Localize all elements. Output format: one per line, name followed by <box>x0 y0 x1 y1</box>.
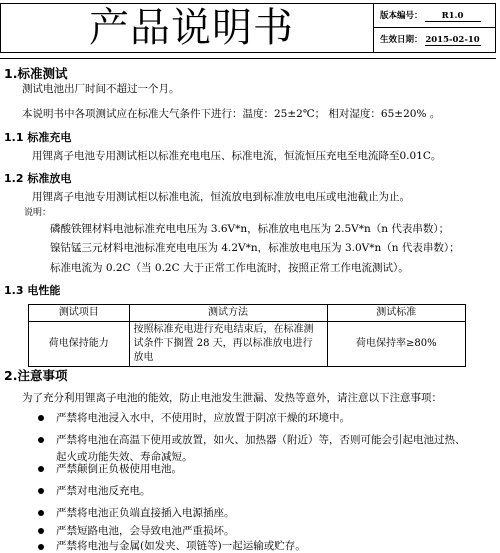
table-cell-item: 荷电保持能力 <box>29 322 130 367</box>
section1-line1: 测试电池出厂时间不超过一个月。 <box>22 83 180 95</box>
version-value: R1.0 <box>425 11 481 22</box>
list-item: 严禁对电池反充电。 <box>56 485 151 497</box>
section1-line2: 本说明书中各项测试应在标准大气条件下进行：温度：25±2℃； 相对湿度：65±20% 。 <box>22 108 441 120</box>
note-line1: 磷酸铁锂材料电池标准充电电压为 3.6V*n，标准放电电压为 2.5V*n（n 代表串数）； <box>50 223 450 235</box>
table-header-row <box>29 305 466 322</box>
version-label: 版本编号： <box>380 11 423 21</box>
list-item: 严禁短路电池，会导致电池严重损坏。 <box>56 525 235 537</box>
document-meta <box>373 4 496 52</box>
bullet-icon <box>38 415 44 421</box>
section1-1-body: 用锂离子电池专用测试柜以标准充电电压、标准电流，恒流恒压充电至电流降至0.01C。 <box>32 150 442 162</box>
section1-2-heading: 1.2 标准放电 <box>4 172 72 185</box>
table-header-cell: 测试项目 <box>29 305 130 322</box>
note-line3: 标准电流为 0.2C（当 0.2C 大于正常工作电流时，按照正常工作电流测试）。 <box>50 262 409 274</box>
bullet-icon <box>38 466 44 472</box>
document-header <box>0 3 496 53</box>
list-item: 严禁将电池浸入水中，不使用时，应放置于阴凉干燥的环境中。 <box>56 412 350 424</box>
list-item-continuation: 起火或功能失效、寿命减短。 <box>56 451 193 463</box>
performance-table <box>28 304 466 367</box>
section2-heading: 2.注意事项 <box>4 368 68 383</box>
list-item: 严禁颠倒正负极使用电池。 <box>56 463 182 475</box>
section1-1-heading: 1.1 标准充电 <box>4 131 72 144</box>
table-header-cell: 测试标准 <box>327 305 465 322</box>
table-cell-standard: 荷电保持率≥80% <box>327 322 465 367</box>
date-label: 生效日期： <box>380 35 423 45</box>
version-row <box>374 4 496 28</box>
bullet-icon <box>38 488 44 494</box>
bullet-icon <box>38 437 44 443</box>
section1-3-heading: 1.3 电性能 <box>4 284 61 297</box>
table-cell-method: 按照标准充电进行充电结束后，在标准测试条件下搁置 28 天，再以标准放电进行放电 <box>129 322 327 367</box>
table-row <box>29 322 466 367</box>
list-item: 严禁将电池与金属(如发夹、项链等)一起运输或贮存。 <box>56 540 306 552</box>
list-item: 严禁将电池正负端直接插入电源插座。 <box>56 507 235 519</box>
document-title: 产品说明书 <box>89 5 294 51</box>
date-row <box>374 28 496 52</box>
section1-heading: 1.标准测试 <box>4 66 68 81</box>
bullet-icon <box>38 528 44 534</box>
list-item: 严禁将电池在高温下使用或放置，如火、加热器（附近）等，否则可能会引起电池过热、 <box>56 434 466 446</box>
note-label: 说明： <box>24 208 52 218</box>
table-header-cell: 测试方法 <box>129 305 327 322</box>
date-value: 2015-02-10 <box>425 35 480 45</box>
bullet-icon <box>38 510 44 516</box>
bullet-icon <box>38 544 44 550</box>
section2-intro: 为了充分利用锂离子电池的能效，防止电池发生泄漏、发热等意外，请注意以下注意事项： <box>22 392 442 404</box>
section1-2-body: 用锂离子电池专用测试柜以标准电流，恒流放电到标准放电电压或电池截止为止。 <box>32 191 410 203</box>
header-divider <box>0 58 496 59</box>
note-line2: 镍钴锰三元材料电池标准充电电压为 4.2V*n，标准放电电压为 3.0V*n（n 代表串数）； <box>50 242 460 254</box>
